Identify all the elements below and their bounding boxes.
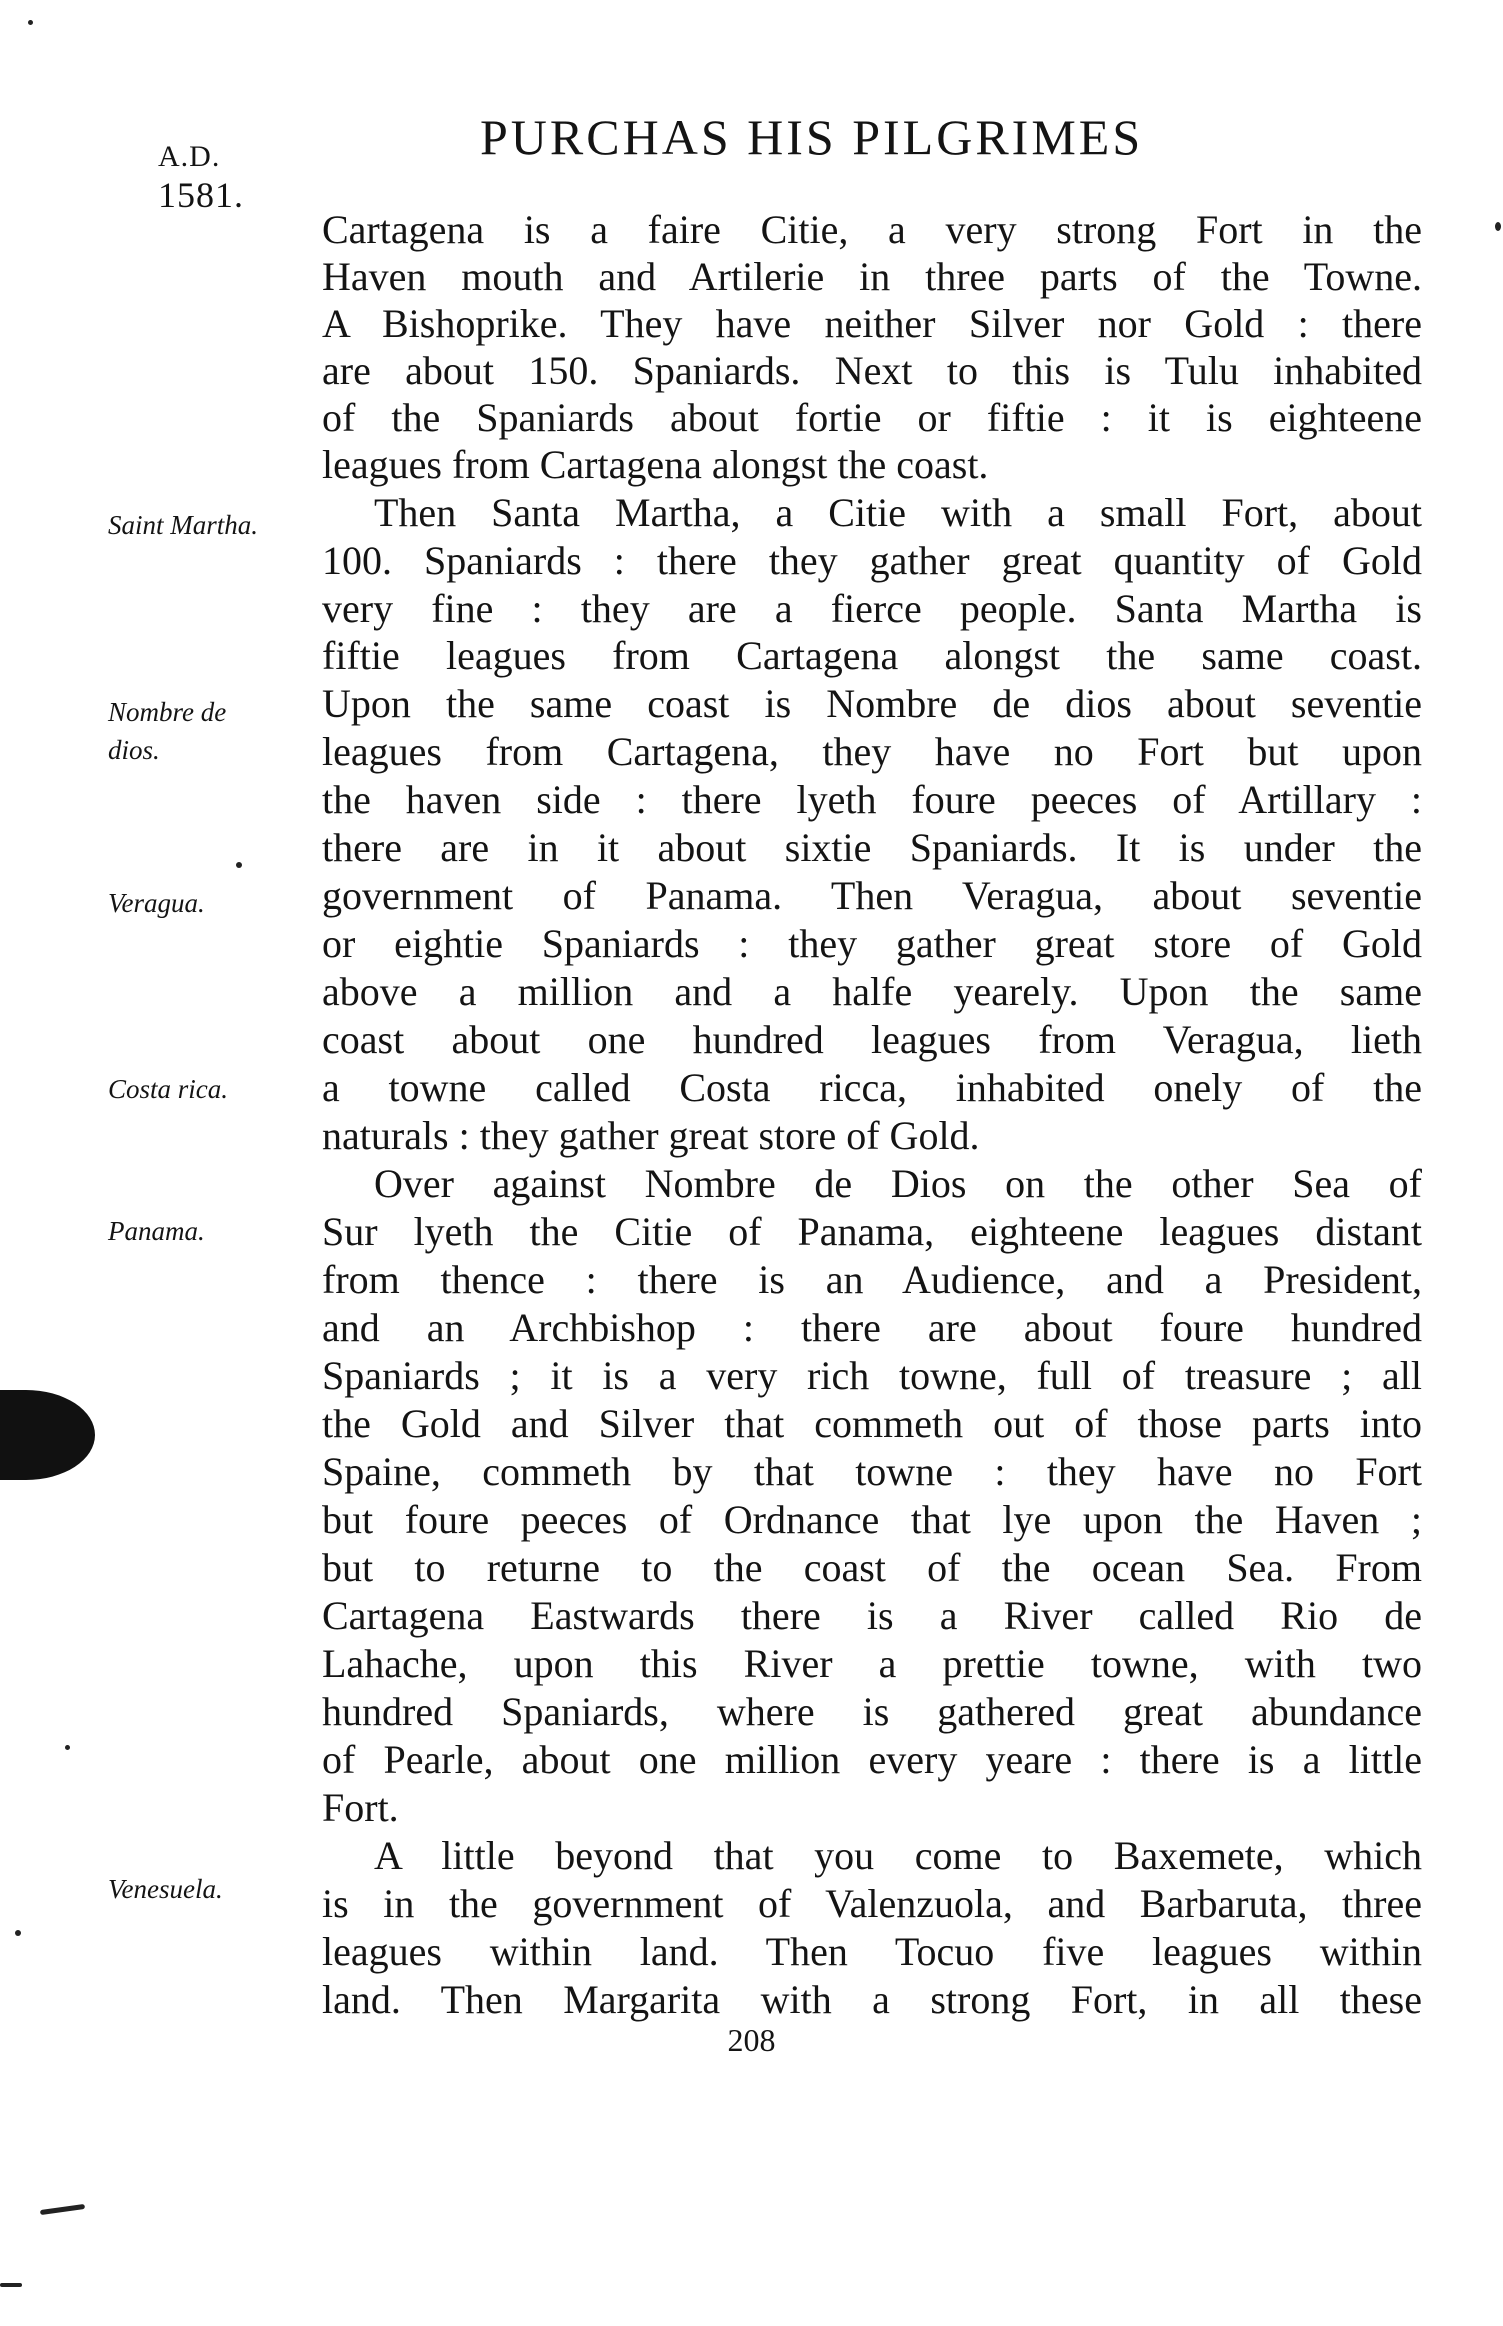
- text-line: Over against Nombre de Dios on the other Sea of: [374, 1161, 1422, 1206]
- margin-note-saint-martha: Saint Martha.: [108, 510, 259, 540]
- scan-speck: [15, 1930, 21, 1936]
- text-line: Spaine, commeth by that towne : they have no Fort: [322, 1449, 1422, 1494]
- text-line: very fine : they are a fierce people. Santa Martha is: [322, 586, 1422, 631]
- text-line: fiftie leagues from Cartagena alongst the same coast.: [322, 633, 1422, 678]
- text-line: but foure peeces of Ordnance that lye upon the Haven ;: [322, 1497, 1422, 1542]
- text-line: leagues from Cartagena alongst the coast.: [322, 442, 989, 487]
- text-line: Cartagena is a faire Citie, a very strong Fort in the: [322, 207, 1422, 252]
- scan-speck: [236, 862, 242, 868]
- text-line: government of Panama. Then Veragua, about seventie: [322, 873, 1422, 918]
- text-line: a towne called Costa ricca, inhabited onely of the: [322, 1065, 1422, 1110]
- text-line: Sur lyeth the Citie of Panama, eighteene leagues distant: [322, 1209, 1422, 1254]
- text-line: A Bishoprike. They have neither Silver nor Gold : there: [322, 301, 1422, 346]
- page-number: 208: [727, 2022, 776, 2058]
- year-label: 1581.: [158, 175, 244, 215]
- text-line: above a million and a halfe yearely. Upon the same: [322, 969, 1422, 1014]
- text-line: there are in it about sixtie Spaniards. It is under the: [322, 825, 1422, 870]
- text-line: Then Santa Martha, a Citie with a small Fort, about: [374, 490, 1422, 535]
- text-line: the haven side : there lyeth foure peeces of Artillary :: [322, 777, 1422, 822]
- text-line: from thence : there is an Audience, and a President,: [322, 1257, 1422, 1302]
- text-line: leagues within land. Then Tocuo five leagues within: [322, 1929, 1422, 1974]
- text-line: Cartagena Eastwards there is a River called Rio de: [322, 1593, 1422, 1638]
- scan-streak: [40, 2204, 85, 2215]
- thumb-shadow: [0, 1390, 95, 1480]
- text-line: the Gold and Silver that commeth out of those parts into: [322, 1401, 1422, 1446]
- margin-note-costa-rica: Costa rica.: [108, 1074, 229, 1104]
- era-label: A.D.: [158, 140, 221, 173]
- scan-speck: [1495, 222, 1501, 231]
- text-line: and an Archbishop : there are about foure hundred: [322, 1305, 1422, 1350]
- text-line: leagues from Cartagena, they have no Fort but upon: [322, 729, 1422, 774]
- text-line: Spaniards ; it is a very rich towne, full of treasure ; all: [322, 1353, 1422, 1398]
- text-line: A little beyond that you come to Baxemete, which: [374, 1833, 1422, 1878]
- scan-speck: [28, 20, 33, 25]
- running-head-title: PURCHAS HIS PILGRIMES: [480, 109, 1144, 165]
- text-line: or eightie Spaniards : they gather great store of Gold: [322, 921, 1422, 966]
- text-line: is in the government of Valenzuola, and Barbaruta, three: [322, 1881, 1422, 1926]
- text-line: Lahache, upon this River a prettie towne, with two: [322, 1641, 1422, 1686]
- text-line: of the Spaniards about fortie or fiftie : it is eighteene: [322, 395, 1422, 440]
- text-line: Haven mouth and Artilerie in three parts of the Towne.: [322, 254, 1422, 299]
- text-line: 100. Spaniards : there they gather great quantity of Gold: [322, 538, 1422, 583]
- scan-streak: [0, 2283, 22, 2287]
- text-line: of Pearle, about one million every yeare : there is a little: [322, 1737, 1422, 1782]
- text-line: Upon the same coast is Nombre de dios about seventie: [322, 681, 1422, 726]
- text-line: coast about one hundred leagues from Veragua, lieth: [322, 1017, 1422, 1062]
- margin-note-venesuela: Venesuela.: [108, 1874, 223, 1904]
- scan-speck: [65, 1745, 70, 1750]
- text-line: but to returne to the coast of the ocean Sea. From: [322, 1545, 1422, 1590]
- text-line: land. Then Margarita with a strong Fort, in all these: [322, 1977, 1422, 2022]
- margin-note-nombre-de-dios: Nombre de dios.: [108, 697, 227, 765]
- margin-note-panama: Panama.: [108, 1216, 205, 1246]
- text-line: naturals : they gather great store of Gold.: [322, 1113, 980, 1158]
- text-line: are about 150. Spaniards. Next to this is Tulu inhabited: [322, 348, 1422, 393]
- text-line: Fort.: [322, 1785, 399, 1830]
- text-line: hundred Spaniards, where is gathered great abundance: [322, 1689, 1422, 1734]
- margin-note-veragua: Veragua.: [108, 888, 205, 918]
